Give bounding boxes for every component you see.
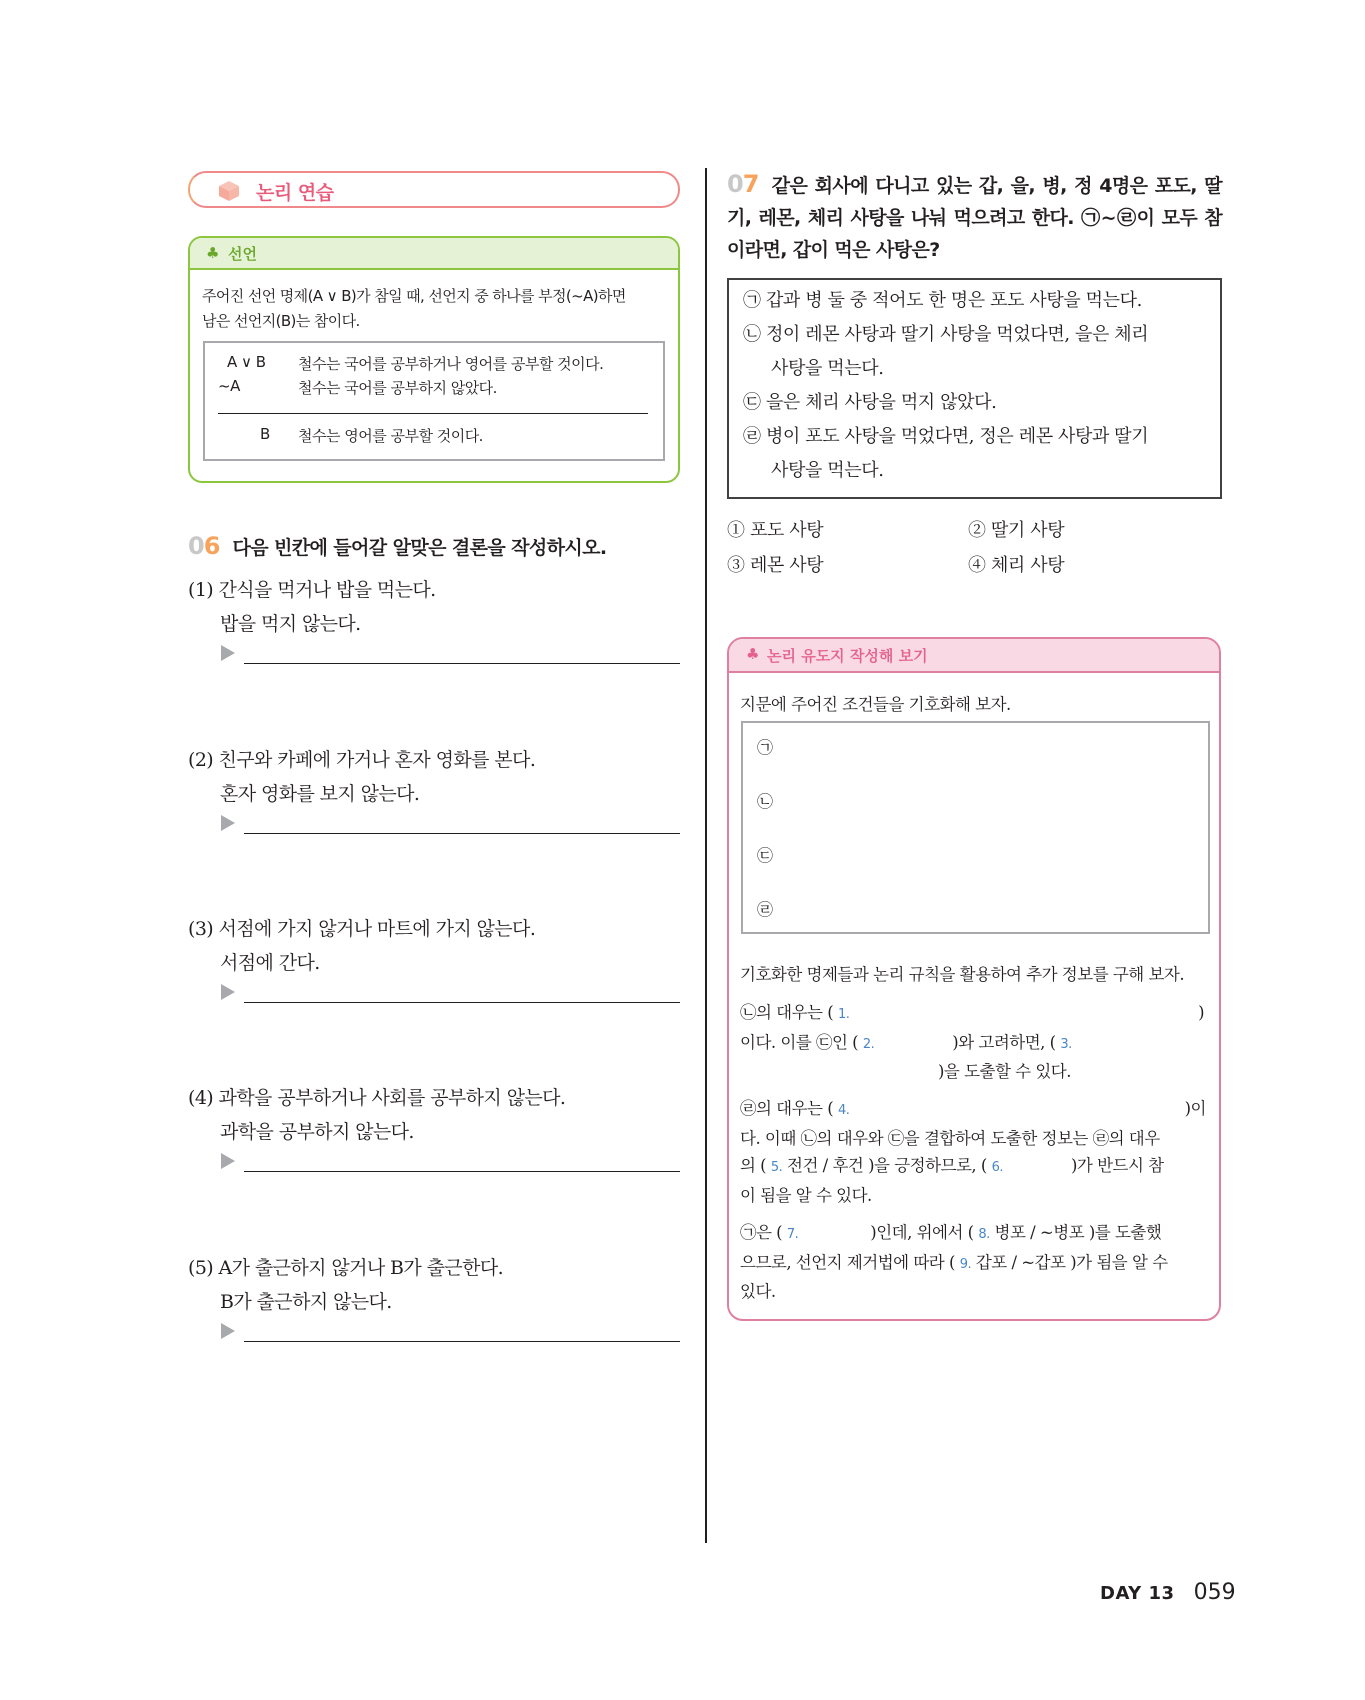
guide-paragraph-3: ㉠은 ( 7. )인데, 위에서 ( 8. 병포 / ~병포 )를 도출했 으므로, 선언지 제거법에 따라 ( 9. 갑포 / ~갑포 )가 됨을 알 수 있다. [740, 1223, 1168, 1301]
club-icon: ♣ [206, 244, 220, 262]
example-text: 철수는 국어를 공부하지 않았다. [298, 379, 497, 397]
concept-box [188, 236, 680, 483]
option-2[interactable]: ② 딸기 사탕 [968, 520, 1065, 541]
question-prompt: 다음 빈칸에 들어갈 알맞은 결론을 작성하시오. [232, 537, 607, 559]
example-symbol: B [260, 425, 270, 443]
condition-1: ㉠ 갑과 병 둘 중 적어도 한 명은 포도 사탕을 먹는다. [743, 290, 1142, 311]
section-header [188, 171, 680, 208]
page-footer [1100, 1580, 1236, 1605]
question-item [188, 914, 680, 1014]
answer-line-4[interactable] [244, 1171, 680, 1172]
item-premise: B가 출근하지 않는다. [220, 1291, 392, 1313]
concept-title: 선언 [228, 245, 257, 263]
answer-line-5[interactable] [244, 1341, 680, 1342]
concept-header [190, 238, 678, 270]
question-number: 06 [188, 532, 220, 560]
answer-line-1[interactable] [244, 663, 680, 664]
triangle-arrow-icon [221, 1323, 235, 1339]
guide-header [729, 639, 1219, 673]
blank-1[interactable]: 1. [837, 1007, 850, 1022]
example-symbol: A ∨ B [227, 353, 266, 371]
concept-description [202, 284, 672, 334]
circled-rieul-icon: ㉣ [743, 426, 761, 447]
guide-intro-2: 기호화한 명제들과 논리 규칙을 활용하여 추가 정보를 구해 보자. [740, 965, 1185, 984]
example-symbol: ~A [218, 377, 240, 395]
question-07-title [727, 168, 1222, 266]
question-item [188, 745, 680, 845]
blank-4[interactable]: 4. [837, 1103, 850, 1118]
triangle-arrow-icon [221, 1153, 235, 1169]
example-text: 철수는 영어를 공부할 것이다. [298, 427, 483, 445]
day-label: DAY 13 [1100, 1583, 1175, 1604]
item-premise: 밥을 먹지 않는다. [220, 613, 361, 635]
column-divider [705, 168, 707, 1543]
page-number: 059 [1193, 1580, 1236, 1605]
circled-nieun-icon: ㉡ [743, 324, 761, 345]
blank-7[interactable]: 7. [786, 1227, 799, 1242]
triangle-arrow-icon [221, 815, 235, 831]
blank-8[interactable]: 8. [978, 1227, 990, 1242]
description-line: 주어진 선언 명제(A ∨ B)가 참일 때, 선언지 중 하나를 부정(~A)하면 [202, 287, 626, 305]
condition-3: ㉢ 을은 체리 사탕을 먹지 않았다. [743, 392, 997, 413]
question-item [188, 575, 680, 675]
guide-box [727, 637, 1221, 1321]
question-prompt: 같은 회사에 다니고 있는 갑, 을, 병, 정 4명은 포도, 딸기, 레몬, 체리 사탕을 나눠 먹으려고 한다. ㉠~㉣이 모두 참이라면, 갑이 먹은 사탕은? [727, 175, 1222, 261]
item-statement: (3) 서점에 가지 않거나 마트에 가지 않는다. [188, 918, 536, 940]
question-item [188, 1253, 680, 1353]
triangle-arrow-icon [221, 984, 235, 1000]
circled-nieun-icon: ㉡ [757, 792, 774, 811]
symbolization-box[interactable] [741, 721, 1210, 934]
cube-icon [218, 180, 240, 202]
option-4[interactable]: ④ 체리 사탕 [968, 555, 1065, 576]
example-text: 철수는 국어를 공부하거나 영어를 공부할 것이다. [298, 355, 604, 373]
triangle-arrow-icon [221, 645, 235, 661]
question-number: 07 [727, 170, 759, 198]
item-premise: 과학을 공부하지 않는다. [220, 1121, 414, 1143]
circled-digeut-icon: ㉢ [743, 392, 761, 413]
circled-rieul-icon: ㉣ [757, 900, 774, 919]
blank-2[interactable]: 2. [862, 1036, 875, 1052]
example-box [203, 341, 665, 461]
guide-paragraph-2: ㉣의 대우는 ( 4. )이 다. 이때 ㉡의 대우와 ㉢을 결합하여 도출한 정보는 ㉣의 대우 의 ( 5. 전건 / 후건 )을 긍정하므로, ( 6. )가 반드시 참 이 됨을 알 수 있다. [740, 1099, 1206, 1205]
answer-line-3[interactable] [244, 1002, 680, 1003]
circled-digeut-icon: ㉢ [757, 846, 774, 865]
question-item [188, 1083, 680, 1183]
conditions-box [727, 278, 1222, 499]
circled-giyeok-icon: ㉠ [757, 738, 774, 757]
condition-2: ㉡ 정이 레몬 사탕과 딸기 사탕을 먹었다면, 을은 체리 사탕을 먹는다. [743, 324, 1149, 379]
guide-intro: 지문에 주어진 조건들을 기호화해 보자. [740, 695, 1011, 714]
question-06-title [188, 532, 607, 560]
guide-paragraph-1: ㉡의 대우는 ( 1. ) 이다. 이를 ㉢인 ( 2. )와 고려하면, ( 3. )을 도출할 수 있다. [740, 1003, 1204, 1081]
blank-5[interactable]: 5. [770, 1160, 783, 1175]
conclusion-divider [218, 413, 648, 414]
option-1[interactable]: ① 포도 사탕 [727, 520, 824, 541]
item-statement: (5) A가 출근하지 않거나 B가 출근한다. [188, 1257, 504, 1279]
answer-line-2[interactable] [244, 833, 680, 834]
item-statement: (4) 과학을 공부하거나 사회를 공부하지 않는다. [188, 1087, 566, 1109]
item-statement: (2) 친구와 카페에 가거나 혼자 영화를 본다. [188, 749, 536, 771]
blank-6[interactable]: 6. [991, 1160, 1003, 1175]
item-statement: (1) 간식을 먹거나 밥을 먹는다. [188, 579, 436, 601]
condition-4: ㉣ 병이 포도 사탕을 먹었다면, 정은 레몬 사탕과 딸기 사탕을 먹는다. [743, 426, 1149, 481]
circled-giyeok-icon: ㉠ [743, 290, 761, 311]
club-icon: ♣ [746, 645, 760, 663]
description-line: 남은 선언지(B)는 참이다. [202, 312, 360, 330]
blank-3[interactable]: 3. [1060, 1036, 1072, 1052]
guide-title: 논리 유도지 작성해 보기 [767, 647, 928, 665]
blank-9[interactable]: 9. [959, 1256, 972, 1272]
item-premise: 혼자 영화를 보지 않는다. [220, 783, 420, 805]
section-title: 논리 연습 [256, 182, 334, 204]
item-premise: 서점에 간다. [220, 952, 320, 974]
option-3[interactable]: ③ 레몬 사탕 [727, 555, 824, 576]
